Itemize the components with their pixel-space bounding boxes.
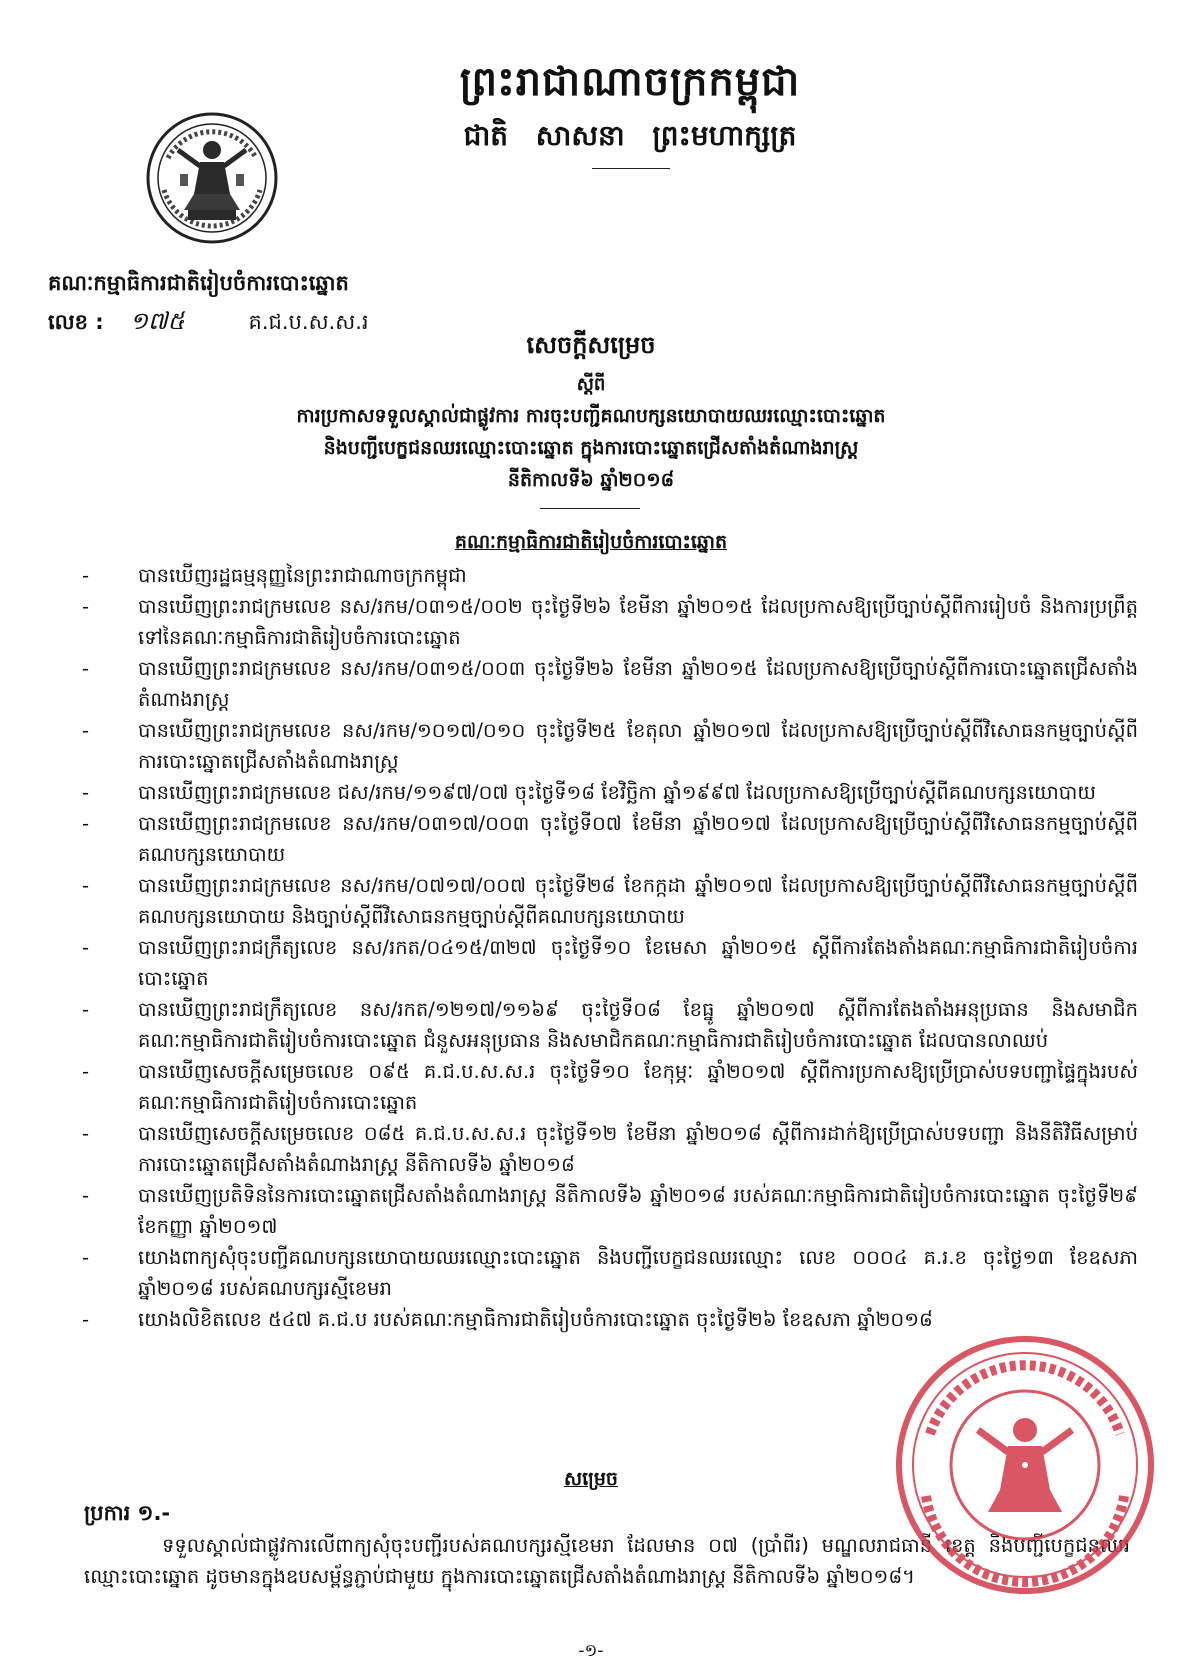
document-type: សេចក្តីសម្រេច (526, 330, 656, 359)
recital-item: - បានឃើញសេចក្តីសម្រេចលេខ ០៩៥ គ.ជ.ប.ស.ស.រ ចុះថ្ងៃទី១០ ខែកុម្ភៈ ឆ្នាំ២០១៧ ស្តីពីការប្រកាសឱ្យប្រើប្រាស់បទបញ្ជាផ្ទៃក្នុងរបស់គណៈកម្មាធិការជាតិរៀបចំការបោះឆ្នោត (82, 1060, 1138, 1114)
recital-item: - បានឃើញព្រះរាជក្រឹត្យលេខ នស/រកត/១២១៧/១១៦៩ ចុះថ្ងៃទី០៨ ខែធ្នូ ឆ្នាំ២០១៧ ស្តីពីការតែងតាំងអនុប្រធាន និងសមាជិកគណៈកម្មាធិការជាតិរៀបចំការបោះឆ្នោត ជំនួសអនុប្រធាន និងសមាជិកគណៈកម្មាធិការជាតិរៀបចំការបោះឆ្នោត ដែលបានលាឈប់ (82, 998, 1138, 1052)
recital-item: - បានឃើញព្រះរាជក្រមលេខ ជស/រកម/១១៩៧/០៧ ចុះថ្ងៃទី១៨ ខែវិច្ឆិកា ឆ្នាំ១៩៩៧ ដែលប្រកាសឱ្យប្រើច្បាប់ស្តីពីគណបក្សនយោបាយ (82, 781, 1096, 804)
recital-item: - បានឃើញព្រះរាជក្រមលេខ នស/រកម/០៣១៧/០០៣ ចុះថ្ងៃទី០៧ ខែមីនា ឆ្នាំ២០១៧ ដែលប្រកាសឱ្យប្រើច្បាប់ស្តីពីវិសោធនកម្មច្បាប់ស្តីពីគណបក្សនយោបាយ (82, 812, 1138, 866)
recitals-list (82, 560, 1138, 1335)
title-divider (540, 508, 640, 509)
reference-label: លេខ : (48, 310, 104, 334)
article-body: ទទួលស្គាល់ជាផ្លូវការលើពាក្យសុំចុះបញ្ជីរបស់គណបក្សរស្មីខេមរា ដែលមាន ០៧ (ប្រាំពីរ) មណ្ឌលរាជធានី ខេត្ត និងបញ្ជីបេក្ខជនឈរឈ្មោះបោះឆ្នោត ដូចមានក្នុងឧបសម្ព័ន្ធភ្ជាប់ជាមួយ ក្នុងការបោះឆ្នោតជ្រើសតាំងតំណាងរាស្ត្រ នីតិកាលទី៦ ឆ្នាំ២០១៨។ (84, 1534, 1130, 1588)
issuing-authority: គណៈកម្មាធិការជាតិរៀបចំការបោះឆ្នោត (48, 271, 349, 295)
official-seal-icon (890, 1330, 1160, 1600)
recital-item: - បានឃើញព្រះរាជក្រមលេខ នស/រកម/០៧១៧/០០៧ ចុះថ្ងៃទី២៨ ខែកក្កដា ឆ្នាំ២០១៧ ដែលប្រកាសឱ្យប្រើច្បាប់ស្តីពីវិសោធនកម្មច្បាប់ស្តីពីគណបក្សនយោបាយ និងច្បាប់ស្តីពីវិសោធនកម្មច្បាប់ស្តីពីគណបក្សនយោបាយ (82, 874, 1138, 928)
recital-item: - បានឃើញរដ្ឋធម្មនុញ្ញនៃព្រះរាជាណាចក្រកម្ពុជា (82, 564, 467, 587)
kingdom-heading: ព្រះរាជាណាចក្រកម្ពុជា (459, 58, 801, 105)
subject-line-2: និងបញ្ជីបេក្ខជនឈរឈ្មោះបោះឆ្នោត ក្នុងការបោះឆ្នោតជ្រើសតាំងតំណាងរាស្ត្រ (323, 437, 859, 459)
subject-line-3: នីតិកាលទី៦ ឆ្នាំ២០១៨ (507, 469, 675, 491)
subject-line-1: ការប្រកាសទទួលស្គាល់ជាផ្លូវការ ការចុះបញ្ជីគណបក្សនយោបាយឈរឈ្មោះបោះឆ្នោត (296, 405, 886, 427)
reference-code: គ.ជ.ប.ស.ស.រ (248, 310, 369, 334)
recital-item: - បានឃើញព្រះរាជក្រមលេខ នស/រកម/០៣១៥/០០២ ចុះថ្ងៃទី២៦ ខែមីនា ឆ្នាំ២០១៥ ដែលប្រកាសឱ្យប្រើច្បាប់ស្តីពីការរៀបចំ និងការប្រព្រឹត្តទៅនៃគណៈកម្មាធិការជាតិរៀបចំការបោះឆ្នោត (82, 595, 1138, 649)
recital-item: - យោងលិខិតលេខ ៥៤៧ គ.ជ.ប របស់គណៈកម្មាធិការជាតិរៀបចំការបោះឆ្នោត ចុះថ្ងៃទី២៦ ខែឧសភា ឆ្នាំ២០១៨ (82, 1308, 933, 1331)
recital-item: - យោងពាក្យសុំចុះបញ្ជីគណបក្សនយោបាយឈរឈ្មោះបោះឆ្នោត និងបញ្ជីបេក្ខជនឈរឈ្មោះ លេខ ០០០៤ គ.រ.ខ ចុះថ្ងៃ១៣ ខែឧសភា ឆ្នាំ២០១៨ របស់គណបក្សរស្មីខេមរា (82, 1246, 1138, 1300)
reference-number: ១៧៥ (129, 307, 185, 335)
authority-heading: គណៈកម្មាធិការជាតិរៀបចំការបោះឆ្នោត (454, 531, 728, 553)
recital-item: - បានឃើញព្រះរាជក្រមលេខ នស/រកម/១០១៧/០១០ ចុះថ្ងៃទី២៥ ខែតុលា ឆ្នាំ២០១៧ ដែលប្រកាសឱ្យប្រើច្បាប់ស្តីពីវិសោធនកម្មច្បាប់ស្តីពីការបោះឆ្នោតជ្រើសតាំងតំណាងរាស្ត្រ (82, 719, 1138, 773)
page-number: -១- (578, 1641, 604, 1661)
recital-item: - បានឃើញប្រតិទិននៃការបោះឆ្នោតជ្រើសតាំងតំណាងរាស្ត្រ នីតិកាលទី៦ ឆ្នាំ២០១៨ របស់គណៈកម្មាធិការជាតិរៀបចំការបោះឆ្នោត ចុះថ្ងៃទី២៩ ខែកញ្ញា ឆ្នាំ២០១៧ (82, 1184, 1138, 1238)
recital-item: - បានឃើញសេចក្តីសម្រេចលេខ ០៨៥ គ.ជ.ប.ស.ស.រ ចុះថ្ងៃទី១២ ខែមីនា ឆ្នាំ២០១៨ ស្តីពីការដាក់ឱ្យប្រើប្រាស់បទបញ្ជា និងនីតិវិធីសម្រាប់ការបោះឆ្នោតជ្រើសតាំងតំណាងរាស្ត្រ នីតិកាលទី៦ ឆ្នាំ២០១៨ (82, 1122, 1138, 1176)
decision-heading: សម្រេច (564, 1468, 618, 1490)
header-divider (592, 168, 670, 169)
national-motto: ជាតិ សាសនា ព្រះមហាក្សត្រ (463, 119, 797, 152)
subject-word: ស្តីពី (576, 374, 606, 395)
recital-item: - បានឃើញព្រះរាជក្រមលេខ នស/រកម/០៣១៥/០០៣ ចុះថ្ងៃទី២៦ ខែមីនា ឆ្នាំ២០១៥ ដែលប្រកាសឱ្យប្រើច្បាប់ស្តីពីការបោះឆ្នោតជ្រើសតាំងតំណាងរាស្ត្រ (82, 657, 1138, 711)
article-label: ប្រការ ១.- (84, 1501, 171, 1525)
nec-emblem-icon (144, 110, 280, 246)
recital-item: - បានឃើញព្រះរាជក្រឹត្យលេខ នស/រកត/០៤១៥/៣២៧ ចុះថ្ងៃទី១០ ខែមេសា ឆ្នាំ២០១៥ ស្តីពីការតែងតាំងគណៈកម្មាធិការជាតិរៀបចំការបោះឆ្នោត (82, 936, 1138, 990)
